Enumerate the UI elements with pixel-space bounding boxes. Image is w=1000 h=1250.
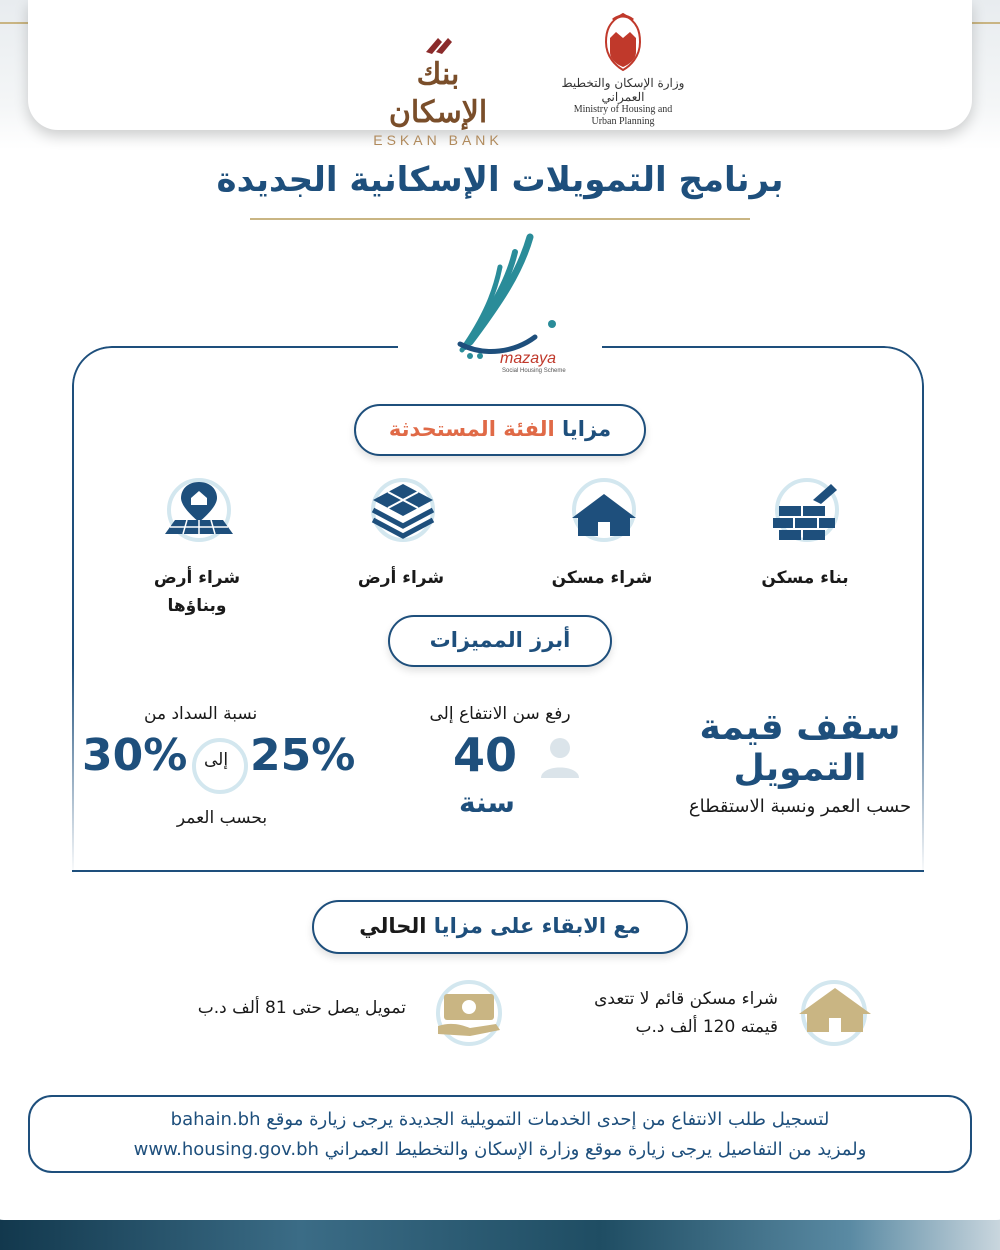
mazaya-swirl-icon [440,232,580,362]
ceiling-line1: سقف قيمة [699,707,901,748]
eskan-mark-icon [418,32,458,56]
footer-info-box [28,1095,972,1173]
feature-financing-ceiling [665,708,935,817]
service-label: شراء مسكن [551,568,653,588]
bahrain-emblem-icon [598,12,648,72]
mazaya-tagline: Social Housing Scheme [502,368,566,374]
feature-age [395,704,605,819]
land-grid-icon [361,478,441,558]
house-icon [795,980,875,1050]
keep-item-1-line1: شراء مسكن قائم لا تتعدى [594,989,778,1009]
title-divider [250,218,750,220]
eskan-bank-name-ar: بنك الإسكان [388,57,488,130]
bottom-strip-curve [0,1196,1000,1220]
person-icon [535,732,585,782]
repay-to-word: إلى [204,750,229,770]
feature-repayment [82,704,362,828]
footer-line-2: ولمزيد من التفاصيل يرجى زيارة موقع وزارة الإسكان والتخطيط العمراني www.housing.gov.bh [133,1139,867,1160]
age-caption: رفع سن الانتفاع إلى [429,704,571,724]
land-pin-icon [157,478,237,558]
new-category-pill [354,404,646,456]
repay-from-value: 25% [250,730,356,781]
repay-sub: بحسب العمر [176,808,268,828]
ceiling-sub: حسب العمر ونسبة الاستقطاع [688,796,912,817]
keep-label-1: مع الابقاء على [490,914,641,938]
header-card [28,0,972,148]
service-label-line1: شراء أرض [153,568,241,588]
ministry-logo [548,12,698,127]
service-label: شراء أرض [357,568,445,588]
service-label: بناء مسكن [761,568,849,588]
keep-item-2: تمويل يصل حتى 81 ألف د.ب [197,998,406,1018]
service-buy-home [517,478,687,592]
eskan-bank-logo [363,32,513,148]
service-buy-land-build [112,478,282,620]
features-label: أبرز المميزات [429,628,571,652]
repay-to-value: 30% [82,730,188,781]
service-label-line2: وبناؤها [167,596,227,616]
keep-item-1-line2: قيمته 120 ألف د.ب [635,1017,778,1037]
cash-icon [430,980,510,1050]
brick-wall-icon [765,478,845,558]
keep-pill [312,900,688,954]
eskan-bank-name-en: ESKAN BANK [373,132,503,148]
new-category-label-1: مزايا [562,417,612,441]
new-category-label-2: الفئة المستحدثة [388,417,555,441]
features-pill [388,615,612,667]
age-unit: سنة [459,786,515,819]
page-title: برنامج التمويلات الإسكانية الجديدة [216,160,784,200]
service-buy-land [316,478,486,592]
ceiling-line2: التمويل [733,748,867,789]
footer-line-1: لتسجيل طلب الانتفاع من إحدى الخدمات التمويلية الجديدة يرجى زيارة موقع bahain.bh [170,1109,830,1130]
service-build-home [720,478,890,592]
repay-caption: نسبة السداد من [144,704,258,724]
mazaya-wordmark: mazaya [500,350,557,367]
mazaya-logo [440,232,580,382]
keep-label-3: الحالي [359,914,427,938]
keep-item-1 [520,985,778,1041]
house-icon [562,478,642,558]
section-divider [72,870,924,872]
keep-label-2: مزايا [433,914,483,938]
age-value: 40 [452,728,517,782]
ministry-name-ar: وزارة الإسكان والتخطيط العمراني [561,76,685,104]
ministry-name-en-2: Urban Planning [591,116,655,127]
ministry-name-en-1: Ministry of Housing and [573,104,673,115]
